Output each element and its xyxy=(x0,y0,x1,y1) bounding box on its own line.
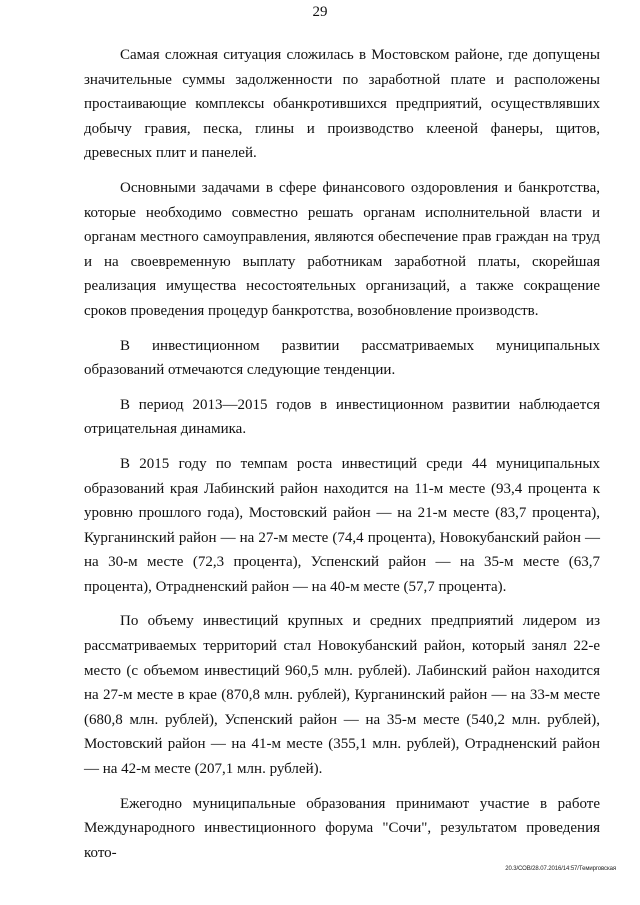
footer-stamp: 20.3/СОВ/28.07.2016/14:57/Темирговская xyxy=(505,866,616,872)
paragraph-4: В период 2013—2015 годов в инвестиционном развитии наблюдается отрицательная динамика. xyxy=(84,396,600,438)
paragraph-2: Основными задачами в сфере финансового оздоровления и банкротства, которые необходимо совместно решать органам исполнительной власти и органам местного самоуправления, являются обеспечение прав граждан на труд и на своевременную выплату работникам заработной платы, скорейшая реализация имущества несостоятельных организаций, а также сокращение сроков проведения процедур банкротства, возобновление производств. xyxy=(84,179,600,319)
paragraph-1: Самая сложная ситуация сложилась в Мостовском районе, где допущены значительные суммы задолженности по заработной плате и расположены простаивающие комплексы обанкротившихся предприятий, осуществлявших добычу гравия, песка, глины и производство клееной фанеры, щитов, древесных плит и панелей. xyxy=(84,47,600,162)
paragraph-3: В инвестиционном развитии рассматриваемых муниципальных образований отмечаются следующие тенденции. xyxy=(84,337,600,379)
paragraph-6: По объему инвестиций крупных и средних предприятий лидером из рассматриваемых территорий стал Новокубанский район, который занял 22-е место (с объемом инвестиций 960,5 млн. рублей). Лабинский район находится на 27-м месте в крае (870,8 млн. рублей), Курганинский район — на 33-м месте (680,8 млн. рублей), Успенский район — на 35-м месте (540,2 млн. рублей), Мостовский район — на 41-м месте (355,1 млн. рублей), Отрадненский район — на 42-м месте (207,1 млн. рублей). xyxy=(84,613,600,778)
page-number: 29 xyxy=(312,4,328,20)
paragraph-5: В 2015 году по темпам роста инвестиций среди 44 муниципальных образований края Лабинский район находится на 11-м месте (93,4 процента к уровню прошлого года), Мостовский район — на 21-м месте (83,7 процента), Курганинский район — на 27-м месте (74,4 процента), Новокубанский район — на 30-м месте (72,3 процента), Успенский район — на 35-м месте (63,7 процента), Отрадненский район — на 40-м месте (57,7 процента). xyxy=(84,455,600,595)
body-text xyxy=(84,43,600,875)
paragraph-7: Ежегодно муниципальные образования принимают участие в работе Международного инвестиционного форума "Сочи", результатом проведения кото- xyxy=(84,795,600,861)
